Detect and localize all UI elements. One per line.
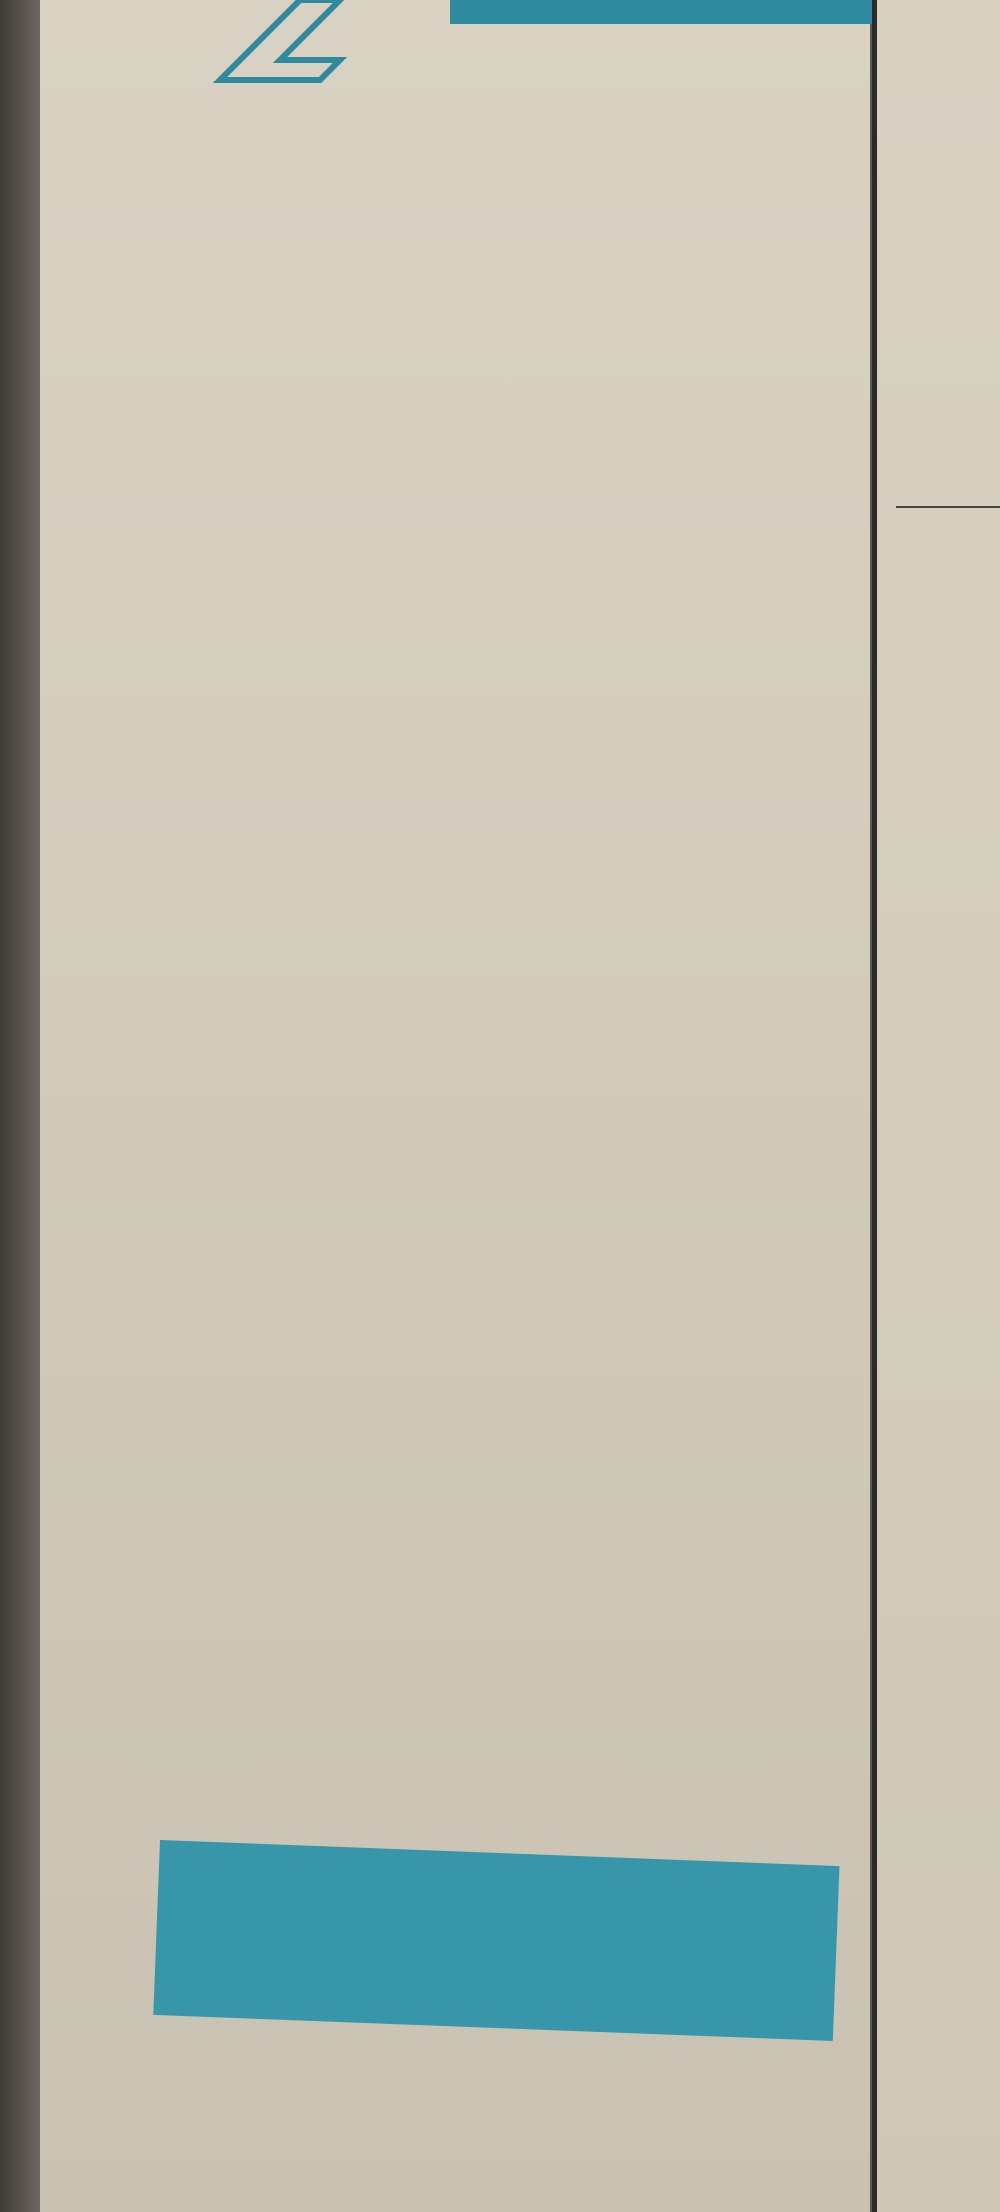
subtitle-line: [210, 163, 900, 177]
subtitle-line: [210, 163, 900, 177]
magazine-page: [40, 0, 870, 2212]
cover-caption: [158, 1882, 837, 1908]
arrow-icon: [190, 0, 390, 125]
cover-caption-box: [153, 1840, 839, 2041]
caption-line: [158, 1882, 837, 1908]
subtitle-line: [210, 163, 900, 177]
column-rule: [872, 0, 877, 2212]
table-of-contents: [200, 668, 850, 686]
subtitle-line: [210, 163, 900, 177]
subtitle-line: [210, 163, 900, 177]
subtitle-line: [210, 163, 900, 177]
masthead-subtitle: [210, 163, 900, 177]
caption-line: [158, 1882, 837, 1908]
subtitle-line: [210, 163, 900, 177]
right-page-rule: [896, 506, 1000, 508]
right-page: [872, 0, 1000, 2212]
masthead-logo: [190, 0, 910, 125]
